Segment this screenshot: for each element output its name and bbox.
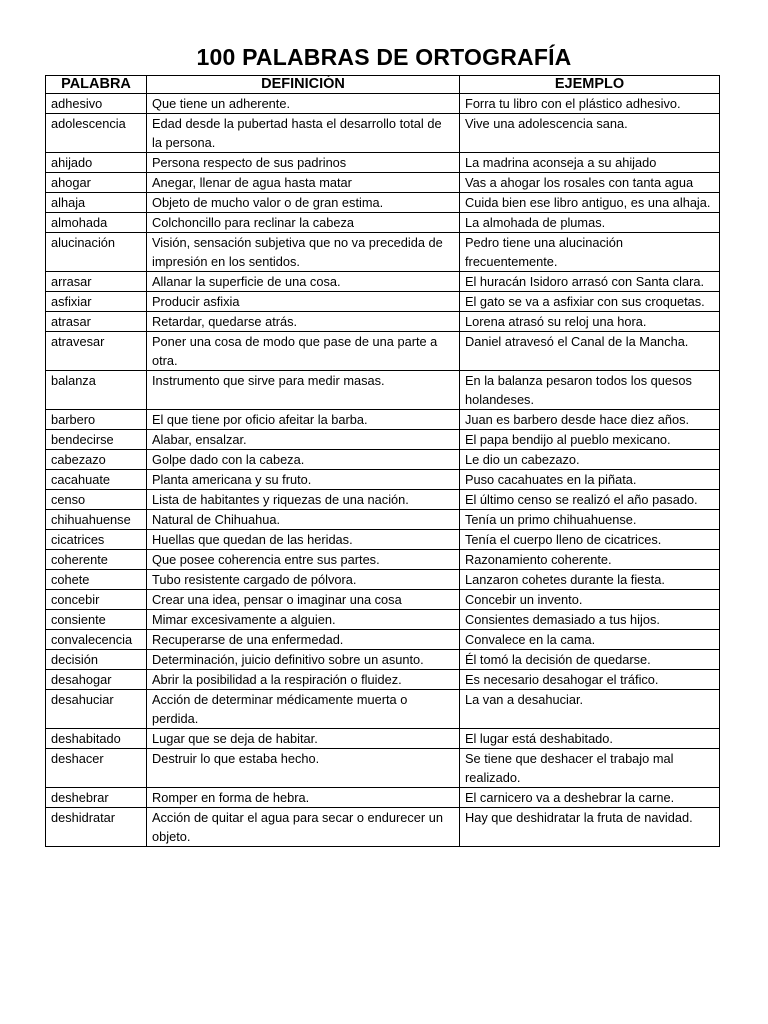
word-cell: barbero	[46, 410, 147, 430]
word-cell: decisión	[46, 650, 147, 670]
table-row	[46, 550, 720, 570]
table-row	[46, 94, 720, 114]
definition-cell: Mimar excesivamente a alguien.	[147, 610, 460, 630]
word-cell: deshidratar	[46, 808, 147, 847]
word-cell: cacahuate	[46, 470, 147, 490]
example-cell: Tenía un primo chihuahuense.	[460, 510, 720, 530]
word-cell: bendecirse	[46, 430, 147, 450]
header-definicion: DEFINICIÓN	[147, 76, 460, 94]
table-row	[46, 630, 720, 650]
word-cell: convalecencia	[46, 630, 147, 650]
table-row	[46, 332, 720, 371]
table-row	[46, 650, 720, 670]
word-cell: alucinación	[46, 233, 147, 272]
definition-cell: Objeto de mucho valor o de gran estima.	[147, 193, 460, 213]
header-ejemplo: EJEMPLO	[460, 76, 720, 94]
example-cell: Vive una adolescencia sana.	[460, 114, 720, 153]
definition-cell: Poner una cosa de modo que pase de una parte a otra.	[147, 332, 460, 371]
table-row	[46, 808, 720, 847]
word-cell: deshacer	[46, 749, 147, 788]
table-row	[46, 371, 720, 410]
table-row	[46, 233, 720, 272]
example-cell: Vas a ahogar los rosales con tanta agua	[460, 173, 720, 193]
example-cell: Lorena atrasó su reloj una hora.	[460, 312, 720, 332]
example-cell: La almohada de plumas.	[460, 213, 720, 233]
spelling-table	[45, 75, 720, 847]
table-row	[46, 312, 720, 332]
definition-cell: Recuperarse de una enfermedad.	[147, 630, 460, 650]
table-row	[46, 114, 720, 153]
example-cell: El gato se va a asfixiar con sus croquetas.	[460, 292, 720, 312]
table-row	[46, 213, 720, 233]
example-cell: Él tomó la decisión de quedarse.	[460, 650, 720, 670]
example-cell: El último censo se realizó el año pasado.	[460, 490, 720, 510]
definition-cell: Acción de determinar médicamente muerta o perdida.	[147, 690, 460, 729]
definition-cell: Producir asfixia	[147, 292, 460, 312]
word-cell: atrasar	[46, 312, 147, 332]
word-cell: balanza	[46, 371, 147, 410]
definition-cell: Retardar, quedarse atrás.	[147, 312, 460, 332]
word-cell: cabezazo	[46, 450, 147, 470]
word-cell: chihuahuense	[46, 510, 147, 530]
example-cell: Consientes demasiado a tus hijos.	[460, 610, 720, 630]
table-row	[46, 292, 720, 312]
table-row	[46, 570, 720, 590]
table-row	[46, 690, 720, 729]
word-cell: cohete	[46, 570, 147, 590]
example-cell: Se tiene que deshacer el trabajo mal realizado.	[460, 749, 720, 788]
table-body	[46, 94, 720, 847]
example-cell: La van a desahuciar.	[460, 690, 720, 729]
word-cell: atravesar	[46, 332, 147, 371]
table-row	[46, 490, 720, 510]
example-cell: El carnicero va a deshebrar la carne.	[460, 788, 720, 808]
word-cell: alhaja	[46, 193, 147, 213]
word-cell: desahuciar	[46, 690, 147, 729]
table-row	[46, 788, 720, 808]
definition-cell: El que tiene por oficio afeitar la barba.	[147, 410, 460, 430]
example-cell: El lugar está deshabitado.	[460, 729, 720, 749]
definition-cell: Anegar, llenar de agua hasta matar	[147, 173, 460, 193]
definition-cell: Acción de quitar el agua para secar o endurecer un objeto.	[147, 808, 460, 847]
definition-cell: Destruir lo que estaba hecho.	[147, 749, 460, 788]
word-cell: arrasar	[46, 272, 147, 292]
example-cell: Concebir un invento.	[460, 590, 720, 610]
example-cell: Forra tu libro con el plástico adhesivo.	[460, 94, 720, 114]
example-cell: Cuida bien ese libro antiguo, es una alhaja.	[460, 193, 720, 213]
word-cell: almohada	[46, 213, 147, 233]
definition-cell: Allanar la superficie de una cosa.	[147, 272, 460, 292]
word-cell: concebir	[46, 590, 147, 610]
definition-cell: Persona respecto de sus padrinos	[147, 153, 460, 173]
word-cell: ahijado	[46, 153, 147, 173]
word-cell: coherente	[46, 550, 147, 570]
word-cell: desahogar	[46, 670, 147, 690]
example-cell: Razonamiento coherente.	[460, 550, 720, 570]
definition-cell: Determinación, juicio definitivo sobre un asunto.	[147, 650, 460, 670]
definition-cell: Natural de Chihuahua.	[147, 510, 460, 530]
definition-cell: Abrir la posibilidad a la respiración o fluidez.	[147, 670, 460, 690]
example-cell: Le dio un cabezazo.	[460, 450, 720, 470]
table-row	[46, 450, 720, 470]
example-cell: Hay que deshidratar la fruta de navidad.	[460, 808, 720, 847]
table-row	[46, 749, 720, 788]
example-cell: El papa bendijo al pueblo mexicano.	[460, 430, 720, 450]
example-cell: La madrina aconseja a su ahijado	[460, 153, 720, 173]
word-cell: censo	[46, 490, 147, 510]
table-row	[46, 153, 720, 173]
table-row	[46, 530, 720, 550]
definition-cell: Tubo resistente cargado de pólvora.	[147, 570, 460, 590]
header-palabra: PALABRA	[46, 76, 147, 94]
definition-cell: Romper en forma de hebra.	[147, 788, 460, 808]
word-cell: cicatrices	[46, 530, 147, 550]
table-row	[46, 470, 720, 490]
definition-cell: Crear una idea, pensar o imaginar una cosa	[147, 590, 460, 610]
definition-cell: Edad desde la pubertad hasta el desarrollo total de la persona.	[147, 114, 460, 153]
definition-cell: Alabar, ensalzar.	[147, 430, 460, 450]
example-cell: Puso cacahuates en la piñata.	[460, 470, 720, 490]
definition-cell: Planta americana y su fruto.	[147, 470, 460, 490]
word-cell: consiente	[46, 610, 147, 630]
table-row	[46, 729, 720, 749]
table-row	[46, 610, 720, 630]
example-cell: Juan es barbero desde hace diez años.	[460, 410, 720, 430]
example-cell: Es necesario desahogar el tráfico.	[460, 670, 720, 690]
word-cell: adhesivo	[46, 94, 147, 114]
definition-cell: Que tiene un adherente.	[147, 94, 460, 114]
definition-cell: Que posee coherencia entre sus partes.	[147, 550, 460, 570]
word-cell: asfixiar	[46, 292, 147, 312]
table-row	[46, 510, 720, 530]
example-cell: El huracán Isidoro arrasó con Santa clara.	[460, 272, 720, 292]
definition-cell: Huellas que quedan de las heridas.	[147, 530, 460, 550]
table-row	[46, 670, 720, 690]
example-cell: Tenía el cuerpo lleno de cicatrices.	[460, 530, 720, 550]
example-cell: Convalece en la cama.	[460, 630, 720, 650]
definition-cell: Lista de habitantes y riquezas de una nación.	[147, 490, 460, 510]
table-row	[46, 272, 720, 292]
table-row	[46, 173, 720, 193]
word-cell: ahogar	[46, 173, 147, 193]
example-cell: Daniel atravesó el Canal de la Mancha.	[460, 332, 720, 371]
example-cell: Lanzaron cohetes durante la fiesta.	[460, 570, 720, 590]
table-row	[46, 590, 720, 610]
word-cell: deshebrar	[46, 788, 147, 808]
definition-cell: Golpe dado con la cabeza.	[147, 450, 460, 470]
definition-cell: Lugar que se deja de habitar.	[147, 729, 460, 749]
word-cell: deshabitado	[46, 729, 147, 749]
example-cell: Pedro tiene una alucinación frecuentemente.	[460, 233, 720, 272]
page-title: 100 PALABRAS DE ORTOGRAFÍA	[196, 44, 572, 70]
table-row	[46, 410, 720, 430]
example-cell: En la balanza pesaron todos los quesos holandeses.	[460, 371, 720, 410]
word-cell: adolescencia	[46, 114, 147, 153]
table-row	[46, 430, 720, 450]
table-row	[46, 193, 720, 213]
table-header	[46, 76, 720, 94]
definition-cell: Colchoncillo para reclinar la cabeza	[147, 213, 460, 233]
definition-cell: Visión, sensación subjetiva que no va precedida de impresión en los sentidos.	[147, 233, 460, 272]
header-row	[46, 76, 720, 94]
definition-cell: Instrumento que sirve para medir masas.	[147, 371, 460, 410]
